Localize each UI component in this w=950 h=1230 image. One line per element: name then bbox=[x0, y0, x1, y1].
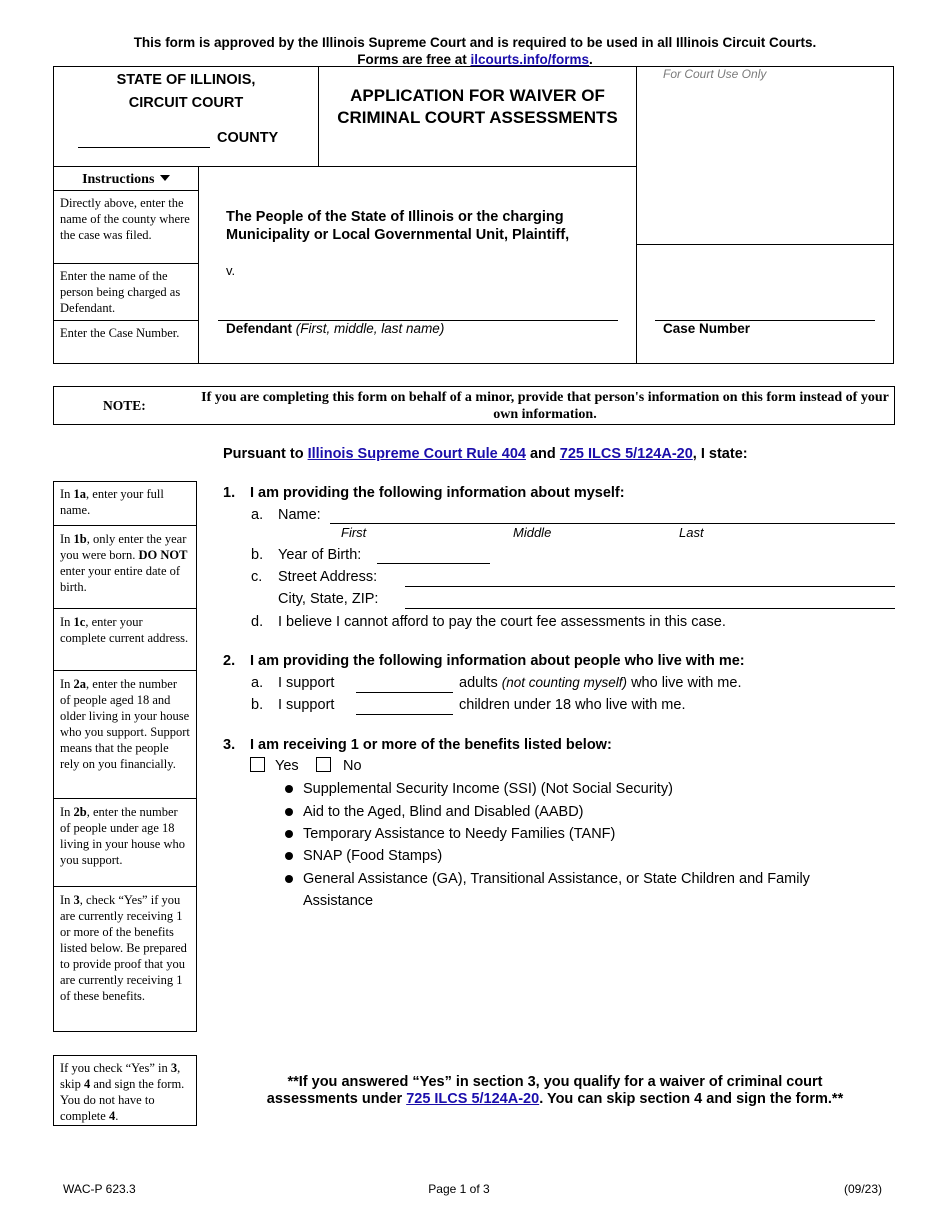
bullet-icon bbox=[285, 830, 293, 838]
support-adults-label: I support bbox=[278, 675, 335, 691]
instruction-item: Enter the name of the person being charged as Defendant. bbox=[60, 269, 181, 315]
side-instruction-2b: In 2b, enter the number of people under age 18 living in your house who you support. bbox=[60, 805, 185, 867]
name-label: Name: bbox=[278, 507, 321, 523]
middle-name-caption: Middle bbox=[513, 525, 552, 540]
section1b-letter: b. bbox=[251, 547, 264, 563]
benefit-item: Supplemental Security Income (SSI) (Not Social Security) bbox=[303, 781, 673, 797]
page-number: Page 1 of 3 bbox=[428, 1182, 490, 1196]
pursuant-suffix: , I state: bbox=[692, 446, 748, 462]
bullet-icon bbox=[285, 852, 293, 860]
side-instruction-2a: In 2a, enter the number of people aged 18 and older living in your house who you support. Support means that the people rely on you financially. bbox=[60, 677, 190, 771]
court-use-divider bbox=[636, 244, 894, 245]
note-label: NOTE: bbox=[103, 398, 146, 413]
county-label: COUNTY bbox=[217, 130, 279, 146]
section1d-letter: d. bbox=[251, 614, 264, 630]
section3-number: 3. bbox=[223, 737, 236, 753]
defendant-hint: (First, middle, last name) bbox=[295, 321, 445, 336]
benefit-item-continued: Assistance bbox=[303, 893, 374, 909]
name-input[interactable] bbox=[330, 523, 895, 524]
form-date: (09/23) bbox=[844, 1182, 883, 1196]
approval-notice-line1: This form is approved by the Illinois Supreme Court and is required to be used in all Illinois Circuit Courts. bbox=[133, 35, 817, 50]
birth-year-input[interactable] bbox=[377, 563, 490, 564]
yes-option bbox=[250, 757, 299, 774]
versus-label: v. bbox=[226, 263, 236, 278]
birth-year-label: Year of Birth: bbox=[278, 547, 362, 563]
section3-heading: I am receiving 1 or more of the benefits listed below: bbox=[250, 737, 612, 753]
street-address-input[interactable] bbox=[405, 586, 895, 587]
pursuant-statement bbox=[223, 446, 748, 462]
instructions-heading-text: Instructions bbox=[82, 172, 155, 187]
defendant-label-text: Defendant bbox=[226, 321, 293, 336]
adults-suffix: adults (not counting myself) who live with me. bbox=[459, 675, 742, 691]
bullet-icon bbox=[285, 785, 293, 793]
county-input[interactable] bbox=[78, 147, 210, 148]
bullet-icon bbox=[285, 875, 293, 883]
form-title: APPLICATION FOR WAIVER OF CRIMINAL COURT ASSESSMENTS bbox=[337, 86, 618, 127]
no-label: No bbox=[343, 758, 362, 774]
rule-404-link[interactable]: Illinois Supreme Court Rule 404 bbox=[307, 446, 526, 462]
city-state-zip-label: City, State, ZIP: bbox=[278, 591, 379, 607]
section1-number: 1. bbox=[223, 485, 236, 501]
state-label: STATE OF ILLINOIS, bbox=[116, 72, 256, 88]
children-suffix: children under 18 who live with me. bbox=[459, 697, 686, 713]
bullet-icon bbox=[285, 808, 293, 816]
afford-statement: I believe I cannot afford to pay the court fee assessments in this case. bbox=[278, 614, 726, 630]
benefit-item: SNAP (Food Stamps) bbox=[303, 848, 443, 864]
section2a-letter: a. bbox=[251, 675, 264, 691]
forms-link[interactable]: ilcourts.info/forms bbox=[470, 52, 590, 67]
notice-suffix: . bbox=[589, 52, 593, 67]
instructions-heading bbox=[53, 172, 199, 188]
case-number-label: Case Number bbox=[663, 321, 751, 336]
first-name-caption: First bbox=[341, 525, 367, 540]
qualify-statement bbox=[200, 1074, 910, 1108]
no-checkbox[interactable] bbox=[316, 757, 331, 772]
yes-label: Yes bbox=[275, 758, 299, 774]
support-children-label: I support bbox=[278, 697, 335, 713]
pursuant-mid: and bbox=[525, 446, 560, 462]
court-use-label: For Court Use Only bbox=[663, 67, 767, 81]
benefit-item: Temporary Assistance to Needy Families (TANF) bbox=[303, 826, 616, 842]
qualify-ilcs-link[interactable]: 725 ILCS 5/124A-20 bbox=[406, 1091, 540, 1107]
note-text: If you are completing this form on behalf of a minor, provide that person's information on this form instead of your own information. bbox=[201, 390, 889, 422]
benefit-item: Aid to the Aged, Blind and Disabled (AABD) bbox=[303, 804, 584, 820]
side-instruction-1c: In 1c, enter your complete current address. bbox=[60, 615, 189, 645]
children-count-input[interactable] bbox=[356, 714, 453, 715]
plaintiff-caption: The People of the State of Illinois or the charging Municipality or Local Governmental Unit, Plaintiff, bbox=[226, 209, 570, 243]
section1c-letter: c. bbox=[251, 569, 263, 585]
skip-instruction: If you check “Yes” in 3, skip 4 and sign the form. You do not have to complete 4. bbox=[60, 1061, 185, 1123]
section2-number: 2. bbox=[223, 653, 236, 669]
last-name-caption: Last bbox=[679, 525, 704, 540]
section1-heading: I am providing the following information about myself: bbox=[250, 485, 625, 501]
section2-heading: I am providing the following information about people who live with me: bbox=[250, 653, 745, 669]
section2b-letter: b. bbox=[251, 697, 264, 713]
side-instruction-1b: In 1b, only enter the year you were born. DO NOT enter your entire date of birth. bbox=[60, 532, 188, 594]
form-id: WAC-P 623.3 bbox=[63, 1182, 136, 1196]
instruction-item: Directly above, enter the name of the county where the case was filed. bbox=[60, 196, 190, 242]
ilcs-link[interactable]: 725 ILCS 5/124A-20 bbox=[559, 446, 693, 462]
adults-count-input[interactable] bbox=[356, 692, 453, 693]
qualify-line2: assessments under 725 ILCS 5/124A-20. You can skip section 4 and sign the form.** bbox=[266, 1091, 844, 1107]
benefit-item: General Assistance (GA), Transitional Assistance, or State Children and Family bbox=[303, 871, 810, 887]
notice-prefix: Forms are free at bbox=[357, 52, 471, 67]
side-instruction-3: In 3, check “Yes” if you are currently receiving 1 or more of the benefits listed below. Be prepared to provide proof that you are currently receiving 1 of these benefits. bbox=[60, 893, 187, 1003]
court-label: CIRCUIT COURT bbox=[128, 95, 244, 111]
instruction-item: Enter the Case Number. bbox=[60, 326, 180, 340]
street-address-label: Street Address: bbox=[278, 569, 378, 585]
yes-checkbox[interactable] bbox=[250, 757, 265, 772]
qualify-line1: **If you answered “Yes” in section 3, you qualify for a waiver of criminal court bbox=[287, 1074, 823, 1090]
triangle-down-icon bbox=[160, 175, 170, 181]
approval-notice bbox=[0, 34, 950, 68]
side-instruction-1a: In 1a, enter your full name. bbox=[60, 487, 164, 517]
defendant-label bbox=[226, 321, 444, 336]
pursuant-prefix: Pursuant to bbox=[223, 446, 308, 462]
no-option bbox=[316, 757, 362, 774]
section1a-letter: a. bbox=[251, 507, 264, 523]
city-state-zip-input[interactable] bbox=[405, 608, 895, 609]
